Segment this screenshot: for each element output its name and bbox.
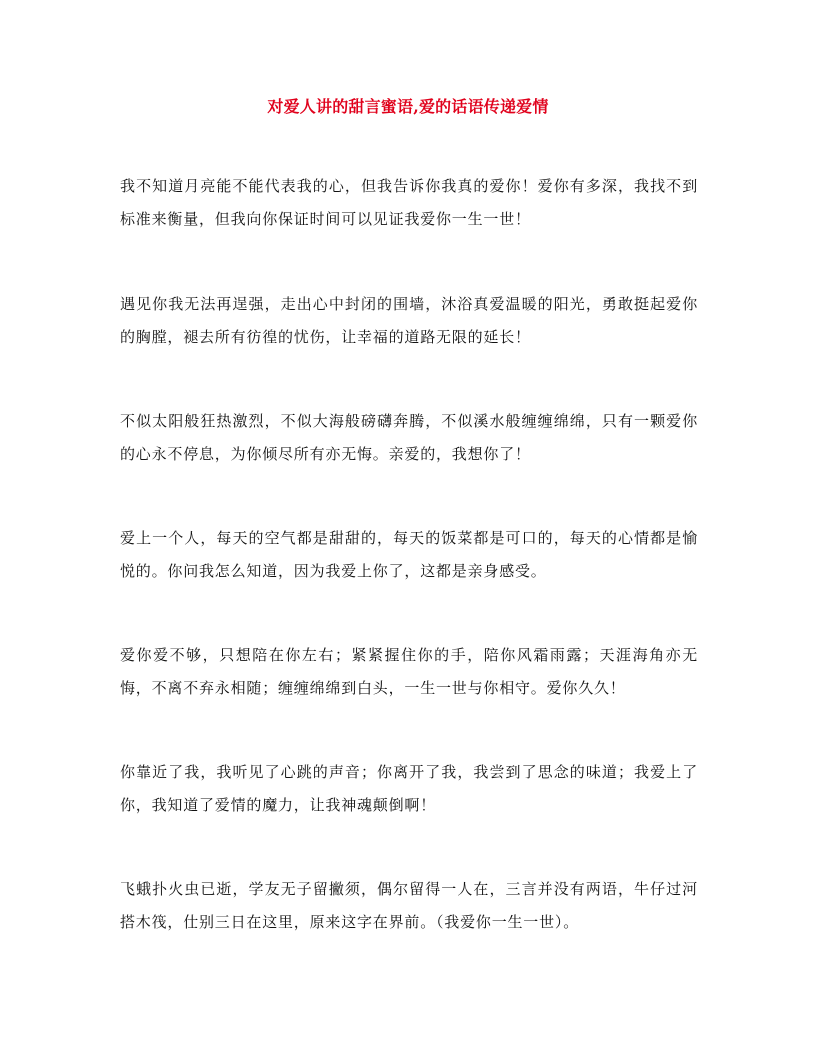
paragraph-2: 遇见你我无法再逞强，走出心中封闭的围墙，沐浴真爱温暖的阳光，勇敢挺起爱你的胸膛，褪去所有彷徨的忧伤，让幸福的道路无限的延长！ [120, 295, 698, 346]
paragraph-5: 爱你爱不够，只想陪在你左右；紧紧握住你的手，陪你风霜雨露；天涯海角亦无悔，不离不弃永相随；缠缠绵绵到白头，一生一世与你相守。爱你久久！ [120, 646, 698, 697]
paragraph-4: 爱上一个人，每天的空气都是甜甜的，每天的饭菜都是可口的，每天的心情都是愉悦的。你问我怎么知道，因为我爱上你了，这都是亲身感受。 [120, 529, 698, 580]
document-title: 对爱人讲的甜言蜜语,爱的话语传递爱情 [267, 97, 549, 116]
paragraph-7: 飞蛾扑火虫已逝，学友无子留撇须，偶尔留得一人在，三言并没有两语，牛仔过河搭木筏，仕别三日在这里，原来这字在界前。（我爱你一生一世）。 [120, 880, 698, 931]
paragraph-3: 不似太阳般狂热激烈，不似大海般磅礴奔腾，不似溪水般缠缠绵绵，只有一颗爱你的心永不停息，为你倾尽所有亦无悔。亲爱的，我想你了！ [120, 412, 698, 463]
paragraph-1: 我不知道月亮能不能代表我的心，但我告诉你我真的爱你！爱你有多深，我找不到标准来衡量，但我向你保证时间可以见证我爱你一生一世！ [120, 177, 698, 228]
paragraph-6: 你靠近了我，我听见了心跳的声音；你离开了我，我尝到了思念的味道；我爱上了你，我知道了爱情的魔力，让我神魂颠倒啊！ [120, 763, 698, 814]
